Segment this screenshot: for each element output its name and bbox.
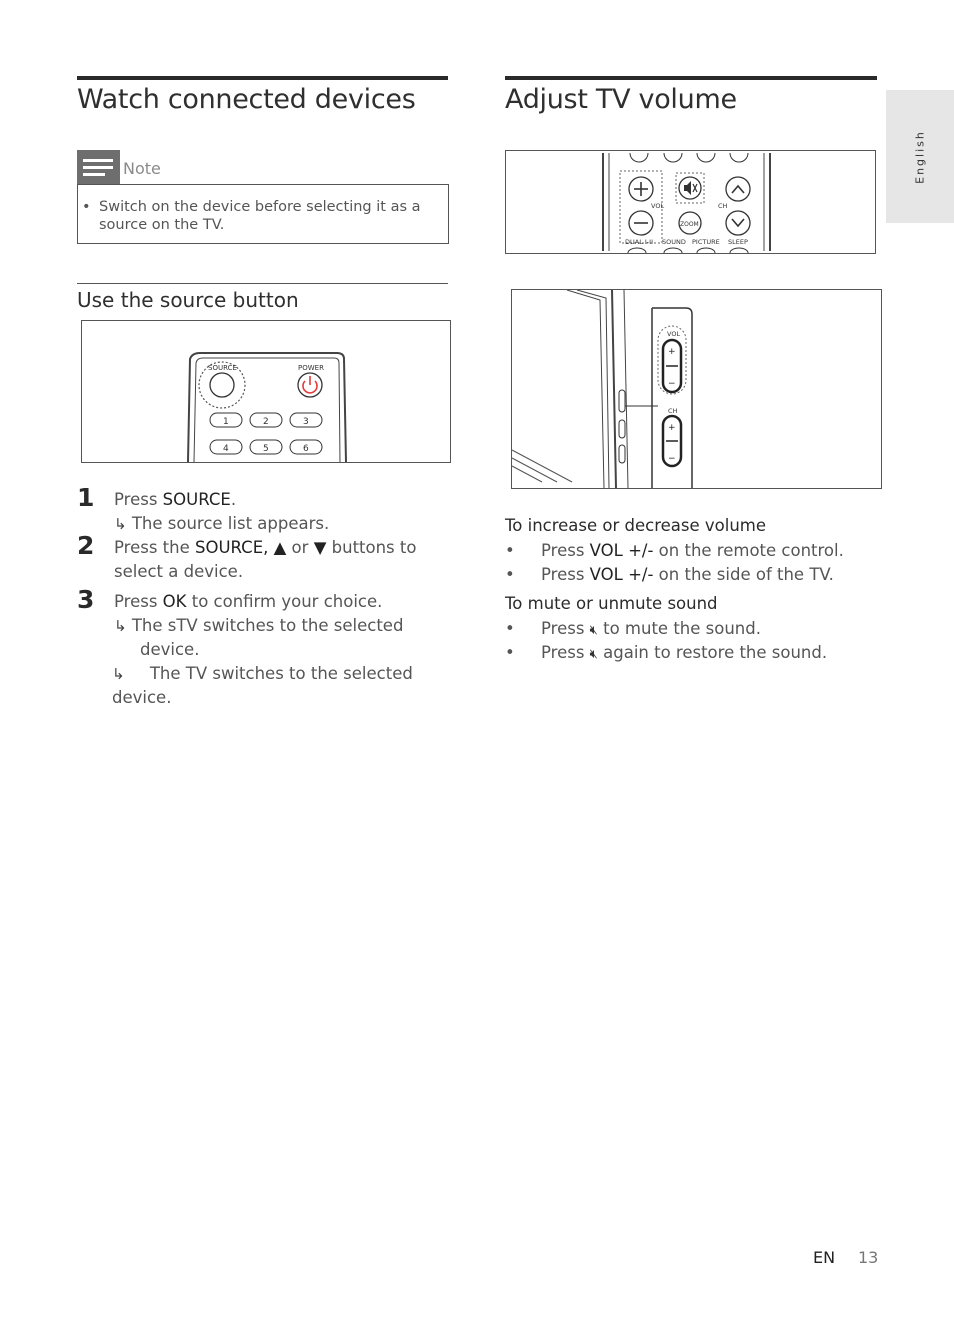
mute-heading: To mute or unmute sound [505,594,718,613]
step-1-result: ↳ The source list appears. [114,514,330,533]
mute-item-1: • Press 🔇︎ to mute the sound. [505,619,761,638]
step-3-result-2: ↳ The TV switches to the selected [112,664,413,683]
source-remote-svg [82,321,450,462]
vol-plus: + [668,347,676,357]
step-3-number: 3 [77,585,95,614]
ch-minus: − [668,454,676,464]
note-bullet: • [82,199,91,215]
right-title-rule [505,76,877,80]
key-4: 4 [223,444,229,454]
mute-item-2: • Press 🔇︎ again to restore the sound. [505,643,828,662]
result-arrow-icon: ↳ [112,665,125,683]
result-arrow-icon: ↳ [114,515,127,533]
mute-icon: 🔇︎ [589,647,598,662]
step-1-text: Press SOURCE. [114,490,237,509]
section-title: Use the source button [77,288,299,312]
note-label: Note [123,159,161,178]
step-3-result-1: ↳ The sTV switches to the selected [114,616,404,635]
step-1-number: 1 [77,483,95,512]
step-2-text: Press the SOURCE, ▲ or ▼ buttons to [114,538,417,557]
section-rule [77,283,448,284]
tv-vol-label: VOL [667,330,681,338]
vol-minus: − [668,379,676,389]
key-3: 3 [303,417,309,427]
step-2-line-2: select a device. [114,562,244,581]
key-6: 6 [303,444,309,454]
step-2-number: 2 [77,531,95,560]
mute-icon: 🔇︎ [589,623,598,638]
key-2: 2 [263,417,269,427]
note-icon [77,150,120,184]
increase-heading: To increase or decrease volume [505,516,767,535]
note-line-1: Switch on the device before selecting it as a [99,199,421,215]
zoom-label: ZOOM [680,221,699,228]
key-5: 5 [263,444,269,454]
volume-remote-svg [506,151,875,253]
vol-label: VOL [651,202,665,210]
result-arrow-icon: ↳ [114,617,127,635]
note-line-2: source on the TV. [99,217,225,233]
right-page-title: Adjust TV volume [505,84,737,115]
picture-label: PICTURE [692,238,720,246]
power-key-label: POWER [298,364,324,372]
ch-label: CH [718,202,728,210]
step-3-text: Press OK to confirm your choice. [114,592,383,611]
left-title-rule [77,76,448,80]
step-3-result-1b: device. [140,640,200,659]
volume-remote-illustration [505,150,876,254]
footer-page-number: 13 [858,1248,879,1267]
tv-ch-label: CH [668,407,678,415]
sleep-label: SLEEP [728,238,748,246]
key-1: 1 [223,417,229,427]
ch-plus: + [668,423,676,433]
increase-item-1: • Press VOL +/- on the remote control. [505,541,844,560]
step-3-result-2b: device. [112,688,172,707]
dual-label: DUAL I-II [625,238,653,246]
language-tab-label: English [913,129,927,184]
left-page-title: Watch connected devices [77,84,416,115]
source-key-label: SOURCE [208,364,237,372]
sound-label: SOUND [662,238,686,246]
tv-side-svg [512,290,881,488]
increase-item-2: • Press VOL +/- on the side of the TV. [505,565,834,584]
footer-lang: EN [813,1248,836,1267]
language-tab [886,90,954,223]
source-remote-illustration [81,320,451,463]
tv-side-illustration [511,289,882,489]
note-box [77,184,449,244]
